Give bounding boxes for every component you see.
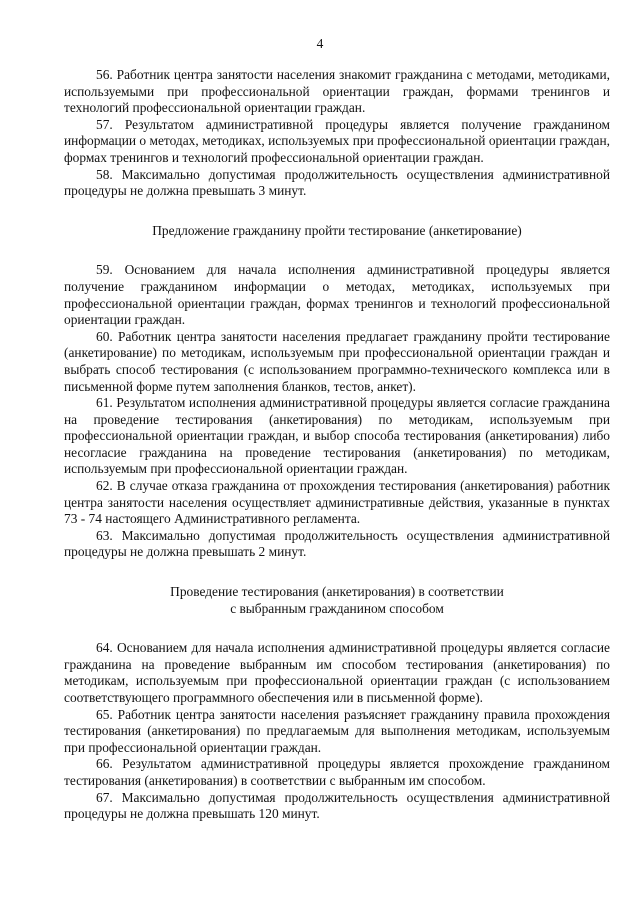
paragraph-64: 64. Основанием для начала исполнения административной процедуры является согласие гражданина на проведение выбранным им способом тестирования (анкетирования) по методикам, используемым при профессиональной ориентации граждан (с использованием соответствующего программного обеспечения или в письменной форме). [64,640,610,705]
paragraph-57: 57. Результатом административной процедуры является получение гражданином информации о методах, методиках, используемых при профессиональной ориентации граждан, формах тренингов и технологий профессиональной ориентации граждан. [64,116,610,165]
section-heading-testing-offer: Предложение гражданину пройти тестирование (анкетирование) [152,222,522,238]
section-testing-conduct [64,640,610,823]
page-number: 4 [316,36,324,51]
document-body [64,67,610,823]
paragraph-61: 61. Результатом исполнения административной процедуры является согласие гражданина на проведение тестирования (анкетирования) по методикам, используемым при профессиональной ориентации граждан, и выбор способа тестирования (анкетирования) либо несогласие гражданина на проведение тестирования (анкетирования) по методикам, используемым при профессиональной ориентации граждан. [64,395,610,477]
paragraph-65: 65. Работник центра занятости населения разъясняет гражданину правила прохождения тестирования (анкетирования) по предлагаемым для выполнения методикам, используемым при профессиональной ориентации граждан. [64,706,610,755]
paragraph-62: 62. В случае отказа гражданина от прохождения тестирования (анкетирования) работник центра занятости населения осуществляет административные действия, указанные в пунктах 73 - 74 настоящего Административного регламента. [64,478,610,527]
paragraph-63: 63. Максимально допустимая продолжительность осуществления административной процедуры не должна превышать 2 минут. [64,527,610,560]
paragraph-56: 56. Работник центра занятости населения знакомит гражданина с методами, методиками, используемыми при профессиональной ориентации граждан, формами тренингов и технологий профессиональной ориентации граждан. [64,67,610,116]
heading-line-2: с выбранным гражданином способом [230,600,444,616]
paragraph-58: 58. Максимально допустимая продолжительность осуществления административной процедуры не должна превышать 3 минут. [64,166,610,199]
paragraph-66: 66. Результатом административной процедуры является прохождение гражданином тестирования (анкетирования) в соответствии с выбранным им способом. [64,756,610,788]
section-heading-testing-conduct [64,584,610,617]
section-testing-offer [64,262,610,561]
paragraph-60: 60. Работник центра занятости населения предлагает гражданину пройти тестирование (анкетирование) по методикам, используемым при профессиональной ориентации граждан и выбрать способ тестирования (с использованием программно-технического комплекса или в письменной форме путем заполнения бланков, тестов, анкет). [64,328,610,394]
paragraph-59: 59. Основанием для начала исполнения административной процедуры является получение гражданином информации о методах, методиках, используемых при профессиональной ориентации граждан, формах тренингов и технологий профессиональной ориентации граждан. [64,262,610,328]
paragraph-67: 67. Максимально допустимая продолжительность осуществления административной процедуры не должна превышать 120 минут. [64,789,610,822]
heading-line-1: Проведение тестирования (анкетирования) в соответствии [170,584,504,600]
section-consultation [64,67,610,200]
